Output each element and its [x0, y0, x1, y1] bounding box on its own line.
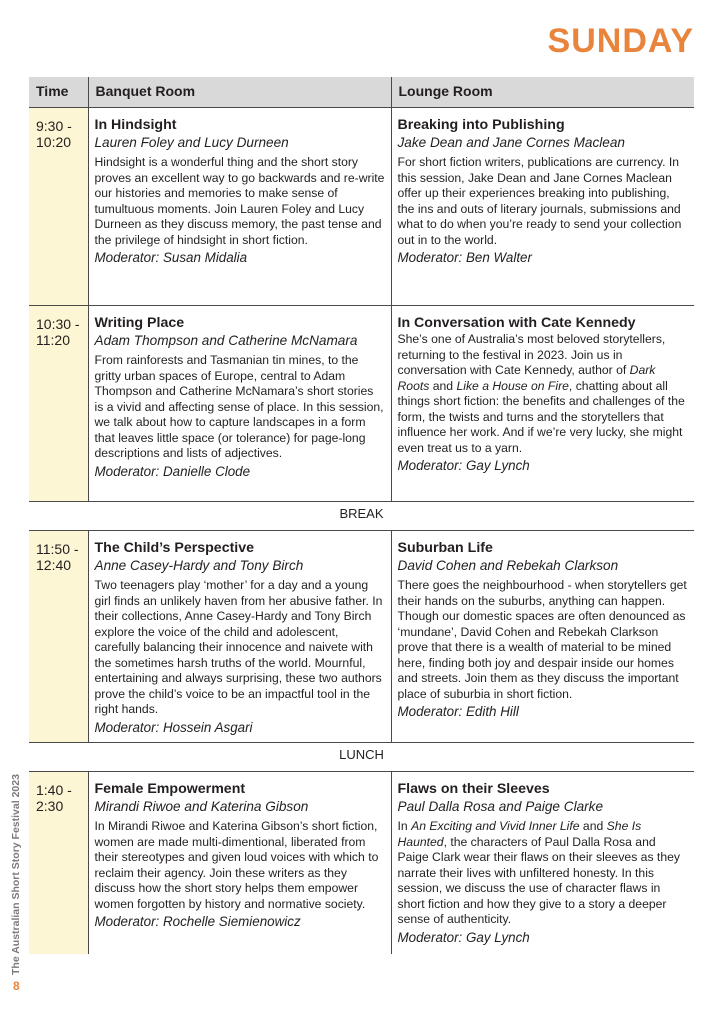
- session-cell: [391, 772, 694, 954]
- session-description: Hindsight is a wonderful thing and the short story proves an excellent way to go backwards and re-write our histories and memories to make sense of tumultuous moments. Join Lauren Foley and Lucy Durneen as they discuss memory, the past tense and the privilege of hindsight in short fiction.: [94, 155, 385, 247]
- session-title: Flaws on their Sleeves: [397, 781, 550, 797]
- session-time: [29, 108, 88, 306]
- table-row: [29, 531, 694, 743]
- session-moderator: Moderator: Ben Walter: [397, 250, 532, 265]
- session-authors: Jake Dean and Jane Cornes Maclean: [397, 135, 625, 150]
- session-moderator: Moderator: Edith Hill: [397, 704, 519, 719]
- desc-text: , chatting about all things short fiction: the benefits and challenges of the form, the twists and turns and the storytellers that influence her work. And if we’re very lucky, she might even treat us to a yarn.: [397, 378, 685, 455]
- desc-text: In: [397, 819, 412, 833]
- session-cell: [88, 108, 391, 306]
- desc-text: and: [429, 378, 457, 393]
- session-title: Suburban Life: [397, 540, 493, 556]
- session-moderator: Moderator: Hossein Asgari: [94, 719, 253, 735]
- session-cell: [391, 531, 694, 743]
- session-moderator: Moderator: Susan Midalia: [94, 250, 248, 265]
- session-cell: [391, 108, 694, 306]
- desc-text: and: [579, 819, 607, 833]
- session-title: In Hindsight: [94, 117, 177, 133]
- session-moderator: Moderator: Gay Lynch: [397, 929, 530, 945]
- session-authors: Lauren Foley and Lucy Durneen: [94, 135, 289, 150]
- table-row: [29, 108, 694, 306]
- lunch-row: [29, 743, 694, 772]
- session-title: In Conversation with Cate Kennedy: [397, 315, 636, 331]
- page-number: 8: [13, 979, 20, 993]
- column-header-banquet-room: Banquet Room: [88, 77, 391, 108]
- session-title: Breaking into Publishing: [397, 117, 565, 133]
- session-time: [29, 531, 88, 743]
- session-authors: Adam Thompson and Catherine McNamara: [94, 333, 358, 348]
- session-title: Writing Place: [94, 315, 185, 331]
- lunch-label: LUNCH: [29, 743, 694, 772]
- session-cell: [391, 306, 694, 502]
- session-description: [398, 819, 689, 928]
- break-row: [29, 502, 694, 531]
- session-moderator: Moderator: Danielle Clode: [94, 463, 251, 479]
- session-description: In Mirandi Riwoe and Katerina Gibson’s short fiction, women are made multi-dimentional, liberated from their stereotypes and given loud voices with which to reclaim their agency. Join these writers as they discuss how the short story helps them empower women forgotten by history and normative society.: [94, 819, 379, 911]
- column-header-time: Time: [29, 77, 88, 108]
- time-label: 1:40 - 2:30: [36, 782, 72, 814]
- time-label: 10:30 - 11:20: [36, 316, 80, 348]
- session-description: [398, 332, 689, 456]
- session-authors: David Cohen and Rebekah Clarkson: [397, 558, 619, 573]
- session-description: From rainforests and Tasmanian tin mines, to the gritty urban spaces of Europe, central to Adam Thompson and Catherine McNamara’s short stories is a vivid and affecting sense of place. In this session, we talk about how to capture landscapes in a form that leaves little space (or tolerance) for page-long descriptions and lists of adjectives.: [94, 353, 384, 460]
- session-cell: [88, 772, 391, 954]
- session-time: [29, 306, 88, 502]
- column-header-lounge-room: Lounge Room: [391, 77, 694, 108]
- desc-text: She’s one of Australia’s most beloved storytellers, returning to the festival in 2023. Join us in conversation with Cate Kennedy, author of: [397, 332, 666, 377]
- book-title: Dark Roots: [397, 363, 656, 393]
- festival-sidebar-label: The Australian Short Story Festival 2023: [10, 774, 22, 975]
- schedule-table: [29, 77, 694, 954]
- session-time: [29, 772, 88, 954]
- session-description: Two teenagers play ‘mother’ for a day and a young girl finds an unlikely haven from her abusive father. In their collections, Anne Casey-Hardy and Tony Birch explore the voice of the child and adolescent, carefully balancing their innocence and naivete with the sometimes harsh truths of the world. Mournful, entertaining and always surprising, these two authors prove the child’s voice to be an impactful tool in the right hands.: [94, 578, 383, 716]
- session-authors: Mirandi Riwoe and Katerina Gibson: [94, 799, 309, 814]
- day-title: SUNDAY: [547, 22, 694, 60]
- session-cell: [88, 531, 391, 743]
- time-label: 9:30 - 10:20: [36, 118, 72, 150]
- table-header-row: [29, 77, 694, 108]
- session-cell: [88, 306, 391, 502]
- time-label: 11:50 - 12:40: [36, 541, 79, 573]
- desc-text: , the characters of Paul Dalla Rosa and Paige Clark wear their flaws on their sleeves as they narrate their lives with unfiltered honesty. In this session, we discuss the use of character flaws in short fiction and how they give to a story a deeper sense of authenticity.: [397, 834, 680, 926]
- book-title: She Is Haunted: [397, 819, 642, 849]
- book-title: Like a House on Fire: [456, 378, 569, 393]
- table-row: [29, 306, 694, 502]
- session-description: For short fiction writers, publications are currency. In this session, Jake Dean and Jane Cornes Maclean offer up their experiences breaking into publishing, the ins and outs of literary journals, submissions and what to do when you’re ready to send your collection out in to the world.: [397, 155, 682, 247]
- session-moderator: Moderator: Rochelle Siemienowicz: [94, 914, 301, 929]
- session-title: The Child’s Perspective: [94, 540, 255, 556]
- break-label: BREAK: [29, 502, 694, 531]
- session-authors: Paul Dalla Rosa and Paige Clarke: [397, 799, 604, 814]
- table-row: [29, 772, 694, 954]
- session-title: Female Empowerment: [94, 781, 246, 797]
- session-moderator: Moderator: Gay Lynch: [397, 458, 530, 473]
- session-authors: Anne Casey-Hardy and Tony Birch: [94, 558, 304, 573]
- book-title: An Exciting and Vivid Inner Life: [411, 819, 580, 833]
- session-description: There goes the neighbourhood - when storytellers get their hands on the suburbs, anything can happen. Though our domestic spaces are often denounced as ‘mundane’, David Cohen and Rebekah Clarkson prove that there is a wealth of material to be mined here, finding both joy and despair inside our homes and streets. Join them as they discuss the important place of suburbia in short fiction.: [397, 578, 687, 701]
